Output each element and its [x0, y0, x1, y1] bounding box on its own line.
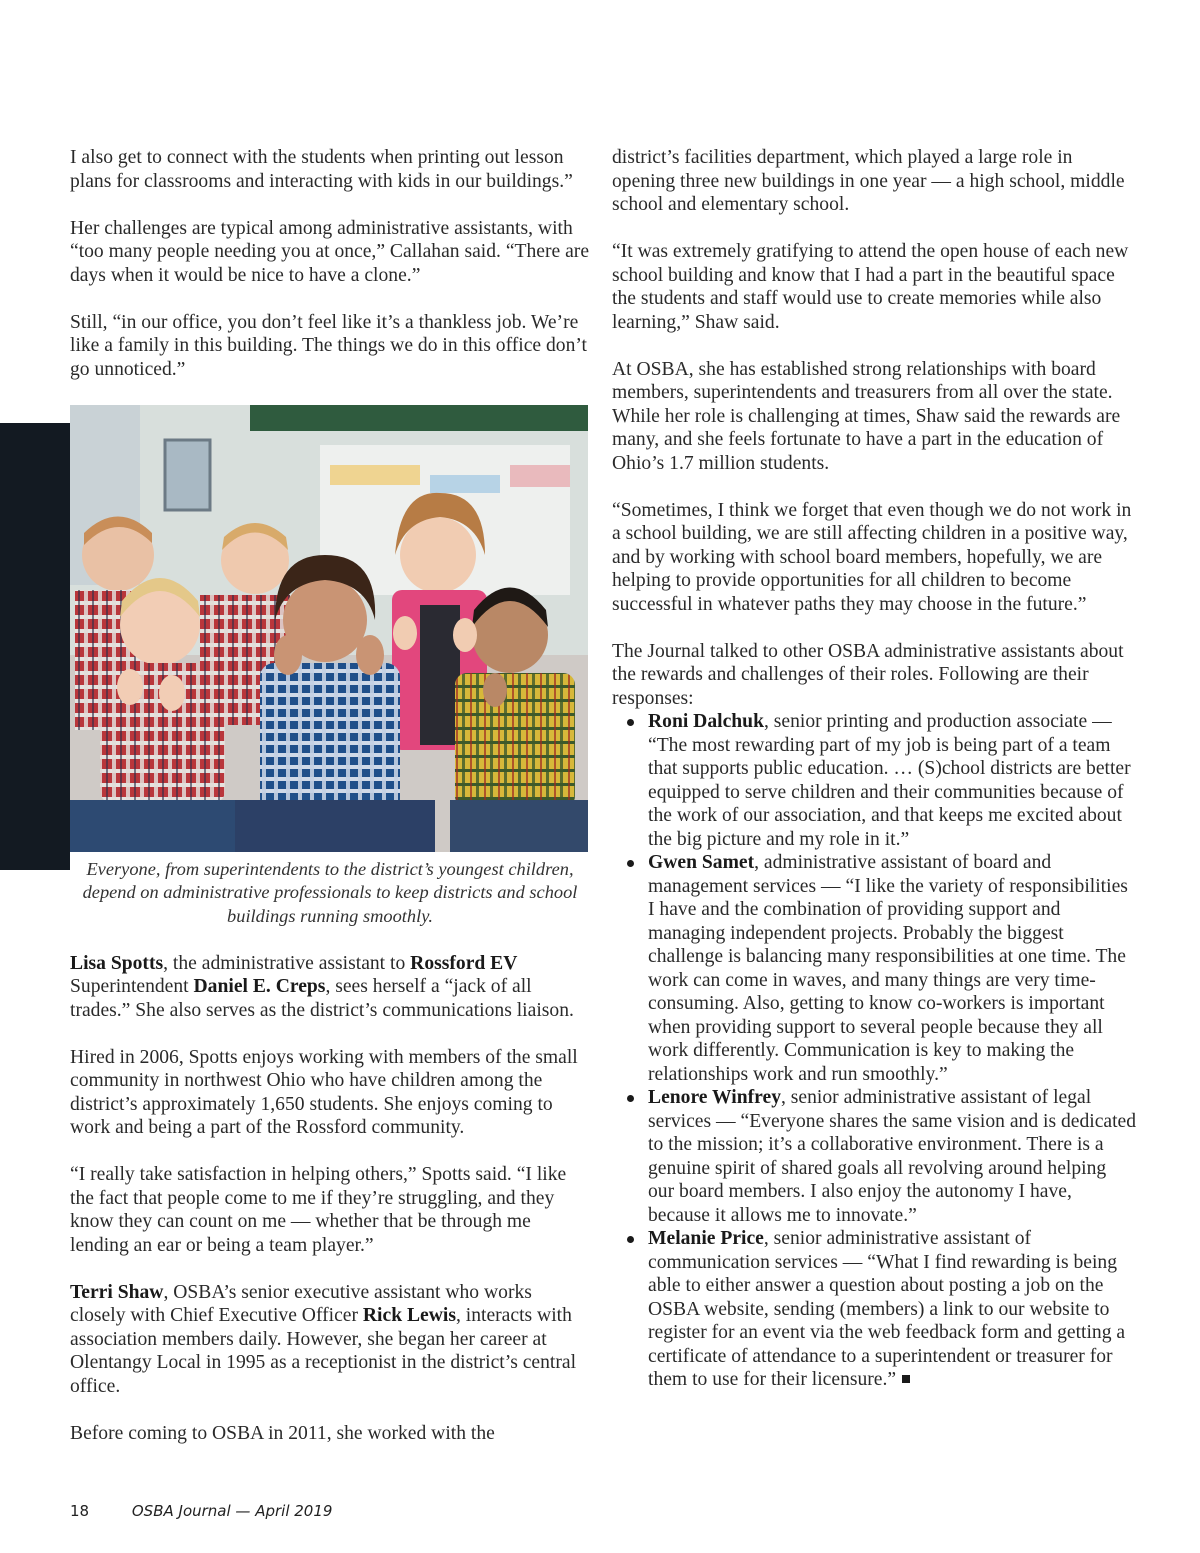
person-name: Lisa Spotts [70, 952, 164, 974]
person-name: Melanie Price [648, 1228, 764, 1249]
paragraph: “Sometimes, I think we forget that even though we do not work in a school building, we are still affecting children in a positive way, and by working with school board members, hopefully, we are helping to provide opportunities for all children to become successful in whatever paths they may choose in the future.” [612, 499, 1132, 615]
paragraph: district’s facilities department, which played a large role in opening three new buildings in one year — a high school, middle school and elementary school. [612, 147, 1125, 215]
paragraph: Terri Shaw, OSBA’s senior executive assistant who works closely with Chief Executive Officer Rick Lewis, interacts with association members daily. However, she began her career at Olentangy Local in 1995 as a receptionist in the district’s central office. [70, 1281, 577, 1397]
person-name: Daniel E. Creps [193, 976, 326, 997]
district-name: Rossford EV [410, 952, 518, 974]
end-of-story-mark [902, 1375, 910, 1383]
list-item: Roni Dalchuk, senior printing and production associate — “The most rewarding part of my job is being part of a team that supports public education. … (S)chool districts are better equipped to serve children and their communities because of the work of our association, and that keeps me excited about the big picture and my role in it.” [648, 710, 1137, 851]
paragraph: Her challenges are typical among administrative assistants, with “too many people needing you at once,” Callahan said. “There are days when it would be nice to have a clone.” [70, 217, 590, 286]
paragraph: Before coming to OSBA in 2011, she worked with the [70, 1422, 495, 1444]
paragraph: “It was extremely gratifying to attend the open house of each new school building and know that I had a part in the beautiful space the students and staff would use to create memories while also learning,” Shaw said. [612, 241, 1129, 333]
paragraph: At OSBA, she has established strong relationships with board members, superintendents and treasurers from all over the state. While her role is challenging at times, Shaw said the rewards are many, and she feels fortunate to have a part in the education of Ohio’s 1.7 million students. [612, 358, 1121, 474]
paragraph: Hired in 2006, Spotts enjoys working with members of the small community in northwest Ohio who have children among the district’s approximately 1,650 students. She enjoys coming to work and being a part of the Rossford community. [70, 1046, 578, 1138]
right-column [612, 146, 1137, 1392]
children-clapping-photo [70, 405, 588, 852]
left-column [70, 146, 590, 1445]
publication-title: OSBA Journal — April 2019 [131, 1502, 333, 1520]
person-name: Roni Dalchuk [648, 711, 764, 732]
page-footer [70, 1502, 332, 1520]
photo-caption: Everyone, from superintendents to the district’s youngest children, depend on administrative professionals to keep districts and school buildings running smoothly. [82, 858, 578, 926]
paragraph: Still, “in our office, you don’t feel like it’s a thankless job. We’re like a family in this building. The things we do in this office don’t go unnoticed.” [70, 311, 588, 380]
person-name: Lenore Winfrey [648, 1087, 781, 1108]
paragraph: “I really take satisfaction in helping others,” Spotts said. “I like the fact that people come to me if they’re struggling, and they know they can count on me — whether that be through me lending an ear or being a team player.” [70, 1164, 567, 1256]
list-item: Lenore Winfrey, senior administrative assistant of legal services — “Everyone shares the same vision and is dedicated to the mission; it’s a collaborative environment. There is a genuine spirit of shared goals all revolving around helping our board members. I also enjoy the autonomy I have, because it allows me to innovate.” [648, 1087, 1137, 1226]
paragraph: The Journal talked to other OSBA administrative assistants about the rewards and challenges of their roles. Following are their responses: [612, 640, 1124, 709]
person-name: Terri Shaw [70, 1281, 164, 1303]
decorative-side-bar [0, 423, 70, 870]
photo-illustration [70, 405, 588, 852]
list-item: Melanie Price, senior administrative assistant of communication services — “What I find rewarding is being able to either answer a question about posting a job on the OSBA website, sending (members) a link to our website to register for an event via the web feedback form and getting a certificate of attendance to a superintendent or treasurer for them to use for their licensure.” [648, 1227, 1137, 1392]
list-item: Gwen Samet, administrative assistant of board and management services — “I like the variety of responsibilities I have and the combination of providing support and managing independent projects. Probably the biggest challenge is balancing many responsibilities at one time. The work can come in waves, and many things are very time-consuming. Also, getting to know co-workers is important when providing support to several people because they all work differently. Communication is key to making the relationships work and run smoothly.” [648, 851, 1137, 1086]
person-name: Rick Lewis [362, 1305, 456, 1326]
paragraph: I also get to connect with the students when printing out lesson plans for classrooms and interacting with kids in our buildings.” [70, 147, 573, 192]
page-number: 18 [70, 1502, 90, 1520]
person-name: Gwen Samet [648, 852, 755, 873]
paragraph: Lisa Spotts, the administrative assistant to Rossford EV Superintendent Daniel E. Creps, sees herself a “jack of all trades.” She also serves as the district’s communications liaison. [70, 952, 574, 1021]
responses-list [612, 710, 1137, 1392]
